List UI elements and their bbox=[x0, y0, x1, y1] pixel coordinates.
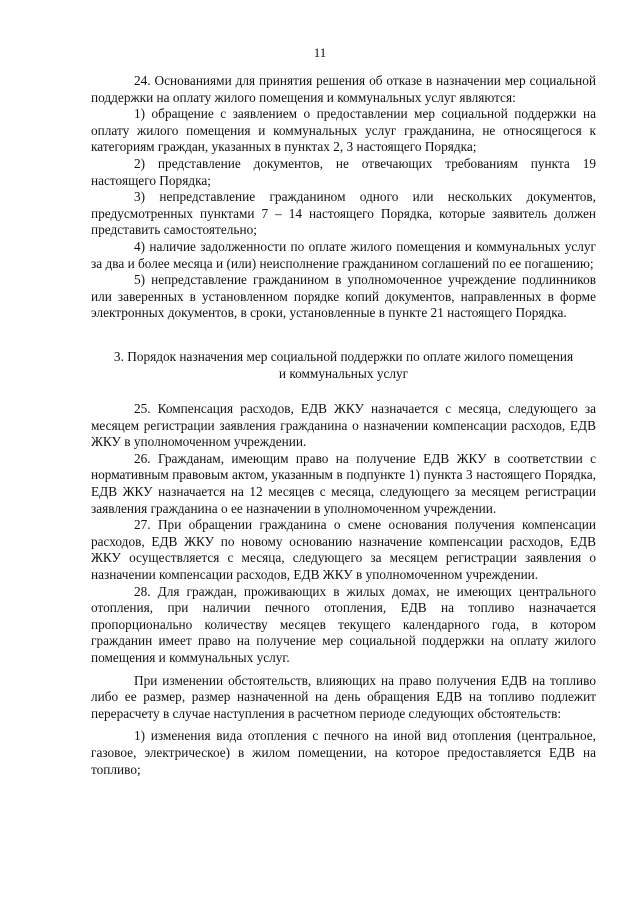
paragraph-26: 26. Гражданам, имеющим право на получение ЕДВ ЖКУ в соответствии с нормативным правовым актом, указанным в подпункте 1) пункта 3 настоящего Порядка, ЕДВ ЖКУ назначается на 12 месяцев с месяца, следующего за месяцем регистрации заявления гражданина о ее назначении в уполномоченном учреждении. bbox=[91, 450, 596, 516]
section-heading: 3. Порядок назначения мер социальной поддержки по оплате жилого помещения и коммунальных услуг bbox=[113, 348, 574, 381]
page-number: 11 bbox=[313, 45, 327, 60]
list-item-4: 4) наличие задолженности по оплате жилого помещения и коммунальных услуг за два и более месяца и (или) неисполнение гражданином соглашений по ее погашению; bbox=[91, 238, 596, 271]
condition-item-1: 1) изменения вида отопления с печного на иной вид отопления (центральное, газовое, электрическое) в жилом помещении, на которое предоставляется ЕДВ на топливо; bbox=[91, 728, 596, 777]
paragraph-28: 28. Для граждан, проживающих в жилых домах, не имеющих центрального отопления, при наличии печного отопления, ЕДВ на топливо назначается пропорционально количеству месяцев текущего календарного года, в котором гражданин имеет право на получение мер социальной поддержки на оплату жилого помещения и коммунальных услуг. bbox=[91, 583, 596, 665]
list-item-2: 2) представление документов, не отвечающих требованиям пункта 19 настоящего Порядка; bbox=[91, 155, 596, 188]
paragraph-27: 27. При обращении гражданина о смене основания получения компенсации расходов, ЕДВ ЖКУ по новому основанию назначение компенсации расходов, ЕДВ ЖКУ осуществляется с месяца, следующего за месяцем регистрации заявления о назначении компенсации расходов, ЕДВ ЖКУ в уполномоченном учреждении. bbox=[91, 517, 596, 583]
page-content bbox=[91, 73, 596, 778]
paragraph-25: 25. Компенсация расходов, ЕДВ ЖКУ назначается с месяца, следующего за месяцем регистрации заявления гражданина о назначении компенсации расходов, ЕДВ ЖКУ в уполномоченном учреждении. bbox=[91, 401, 596, 450]
paragraph-24: 24. Основаниями для принятия решения об отказе в назначении мер социальной поддержки на оплату жилого помещения и коммунальных услуг являются: bbox=[91, 73, 596, 105]
list-item-3: 3) непредставление гражданином одного или нескольких документов, предусмотренных пунктами 7 – 14 настоящего Порядка, которые заявитель должен представить самостоятельно; bbox=[91, 189, 596, 238]
list-item-5: 5) непредставление гражданином в уполномоченное учреждение подлинников или заверенных в установленном порядке копий документов, направленных в форме электронных документов, в сроки, установленные в пункте 21 настоящего Порядка. bbox=[91, 272, 596, 321]
list-item-1: 1) обращение с заявлением о предоставлении мер социальной поддержки на оплату жилого помещения и коммунальных услуг гражданина, не относящегося к категориям граждан, указанных в пунктах 2, 3 настоящего Порядка; bbox=[91, 106, 596, 155]
paragraph-change: При изменении обстоятельств, влияющих на право получения ЕДВ на топливо либо ее размер, размер назначенной на день обращения ЕДВ на топливо подлежит перерасчету в случае наступления в расчетном периоде следующих обстоятельств: bbox=[91, 672, 596, 721]
